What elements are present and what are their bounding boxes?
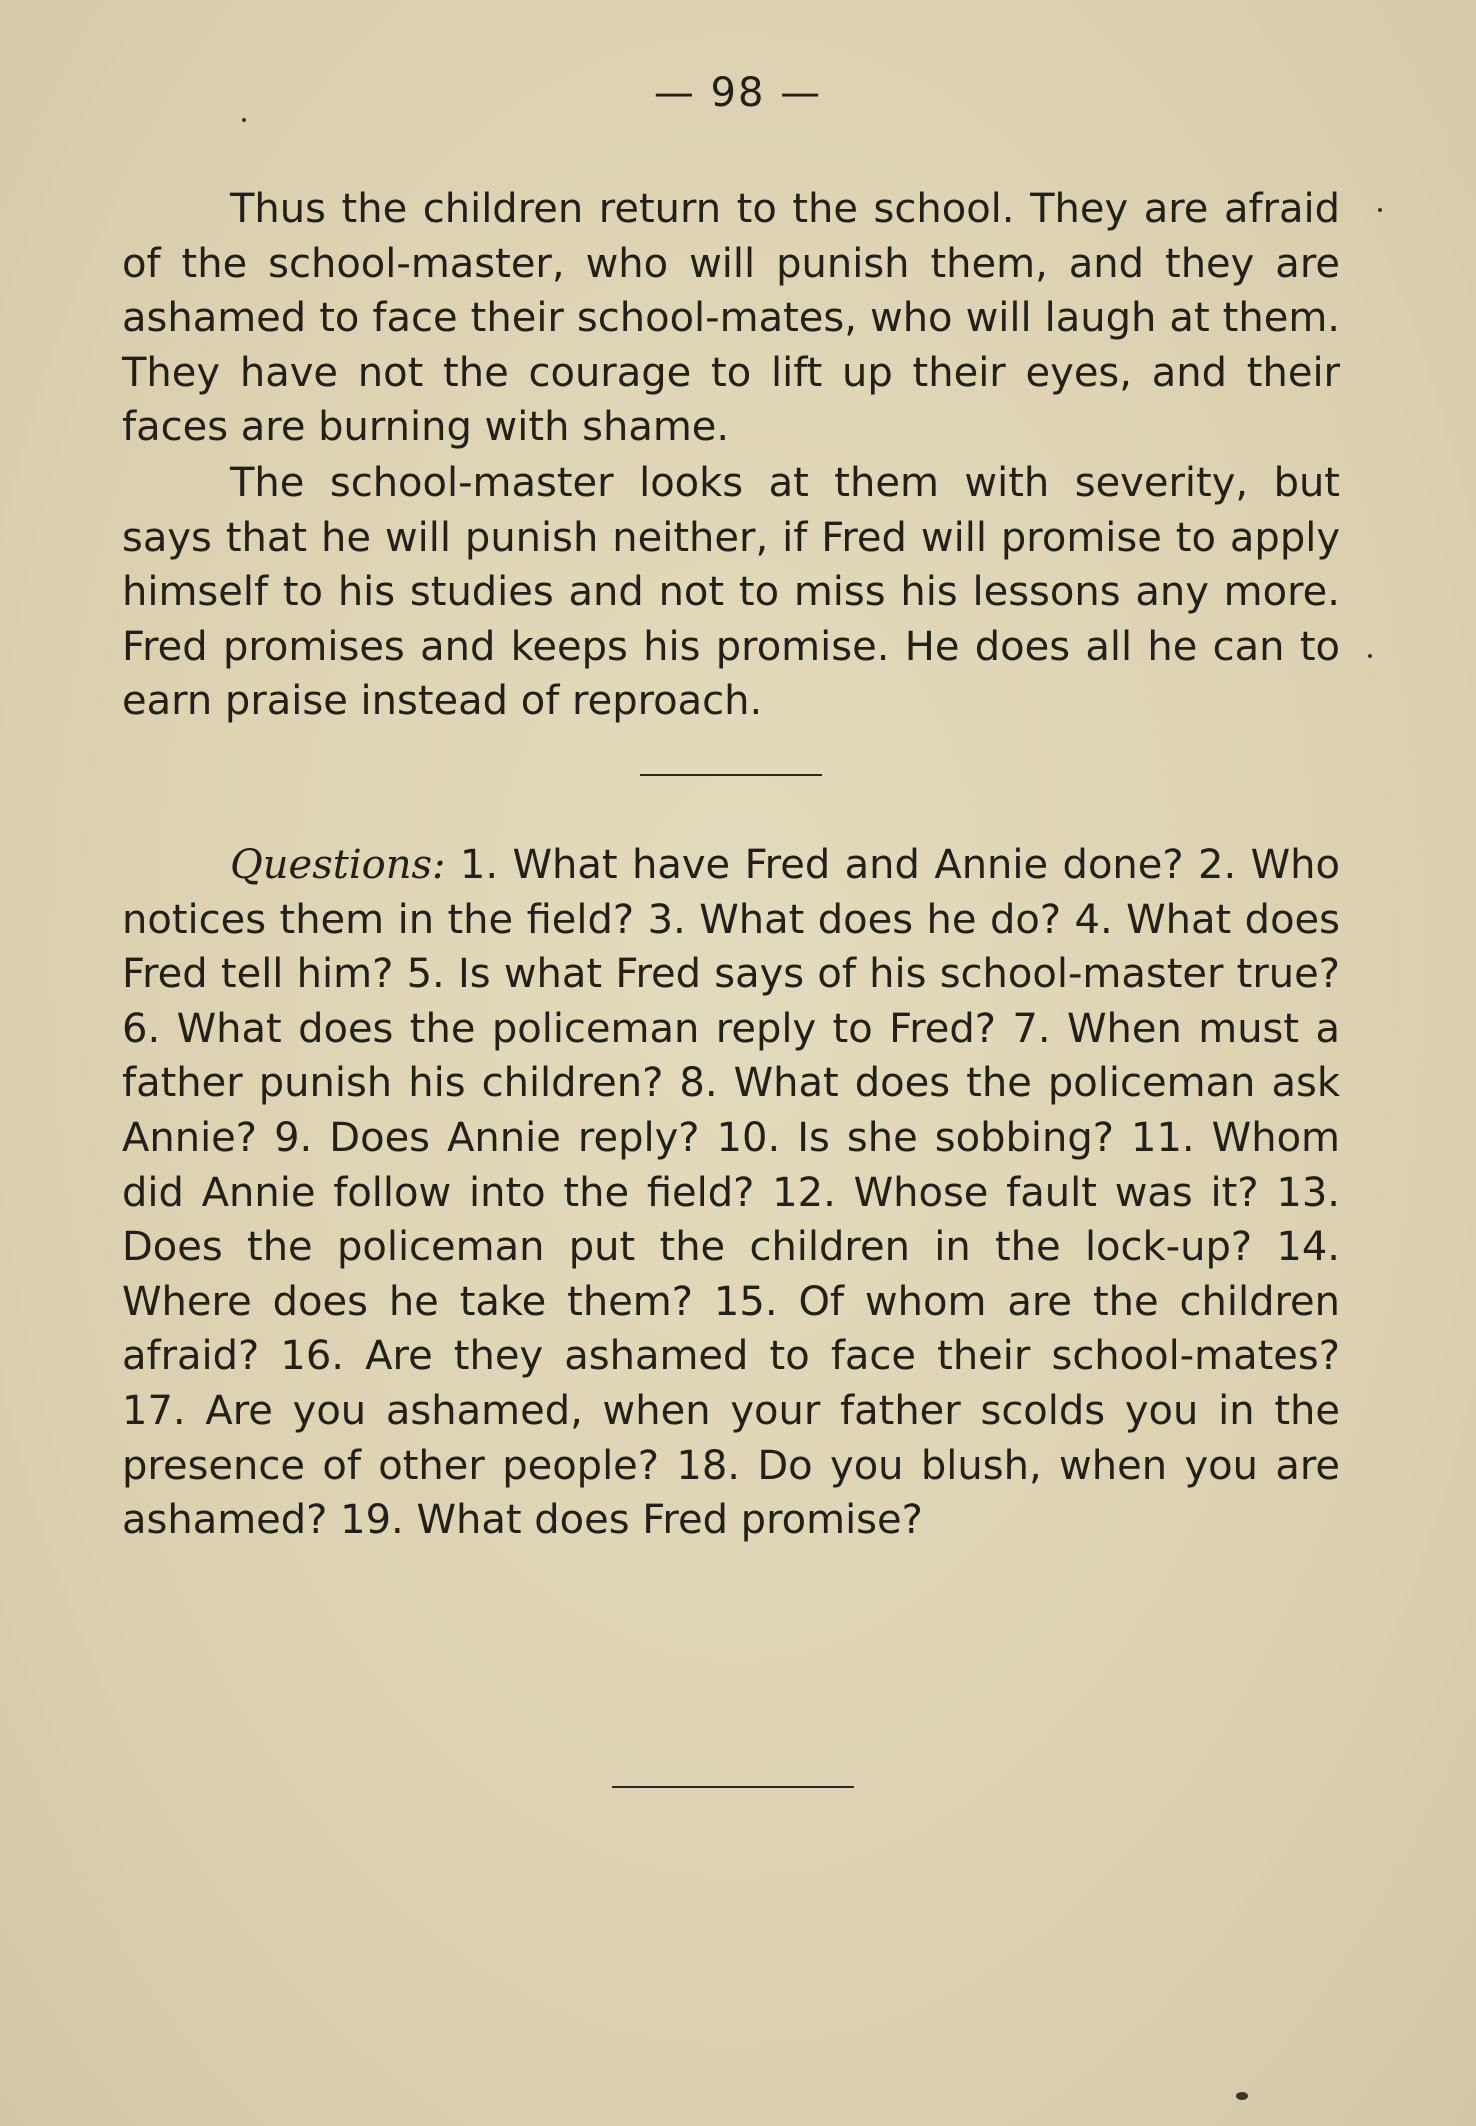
questions-section <box>122 838 1340 1548</box>
end-divider <box>612 1786 854 1788</box>
paper-speck <box>1378 208 1382 212</box>
page-number: — 98 — <box>653 70 823 116</box>
paper-speck <box>1368 654 1372 658</box>
paper-speck <box>1236 2092 1248 2100</box>
paragraph-return-to-school <box>122 182 1340 455</box>
paragraph-school-master <box>122 456 1340 729</box>
paragraph-text: Thus the children return to the school. They are afraid of the school-master, who will punish them, and they are ashamed to face their school-mates, who will laugh at them. They have not the courage to lift up their eyes, and their faces are burning with shame. <box>122 186 1340 451</box>
paper-speck <box>242 118 246 122</box>
questions-text: 1. What have Fred and Annie done? 2. Who notices them in the field? 3. What does he do? 4. What does Fred tell him? 5. Is what Fred says of his school-master true? 6. What does the policeman reply to Fred? 7. When must a father punish his children? 8. What does the policeman ask Annie? 9. Does Annie reply? 10. Is she sobbing? 11. Whom did Annie follow into the field? 12. Whose fault was it? 13. Does the policeman put the children in the lock-up? 14. Where does he take them? 15. Of whom are the children afraid? 16. Are they ashamed to face their school-mates? 17. Are you ashamed, when your father scolds you in the presence of other people? 18. Do you blush, when you are ashamed? 19. What does Fred promise? <box>122 842 1340 1544</box>
paragraph-text: The school-master looks at them with severity, but says that he will punish neither, if Fred will promise to apply himself to his studies and not to miss his lessons any more. Fred promises and keeps his promise. He does all he can to earn praise instead of reproach. <box>122 460 1340 725</box>
section-divider <box>640 774 822 776</box>
questions-label: Questions: <box>230 842 446 888</box>
questions-paragraph <box>122 838 1340 1548</box>
